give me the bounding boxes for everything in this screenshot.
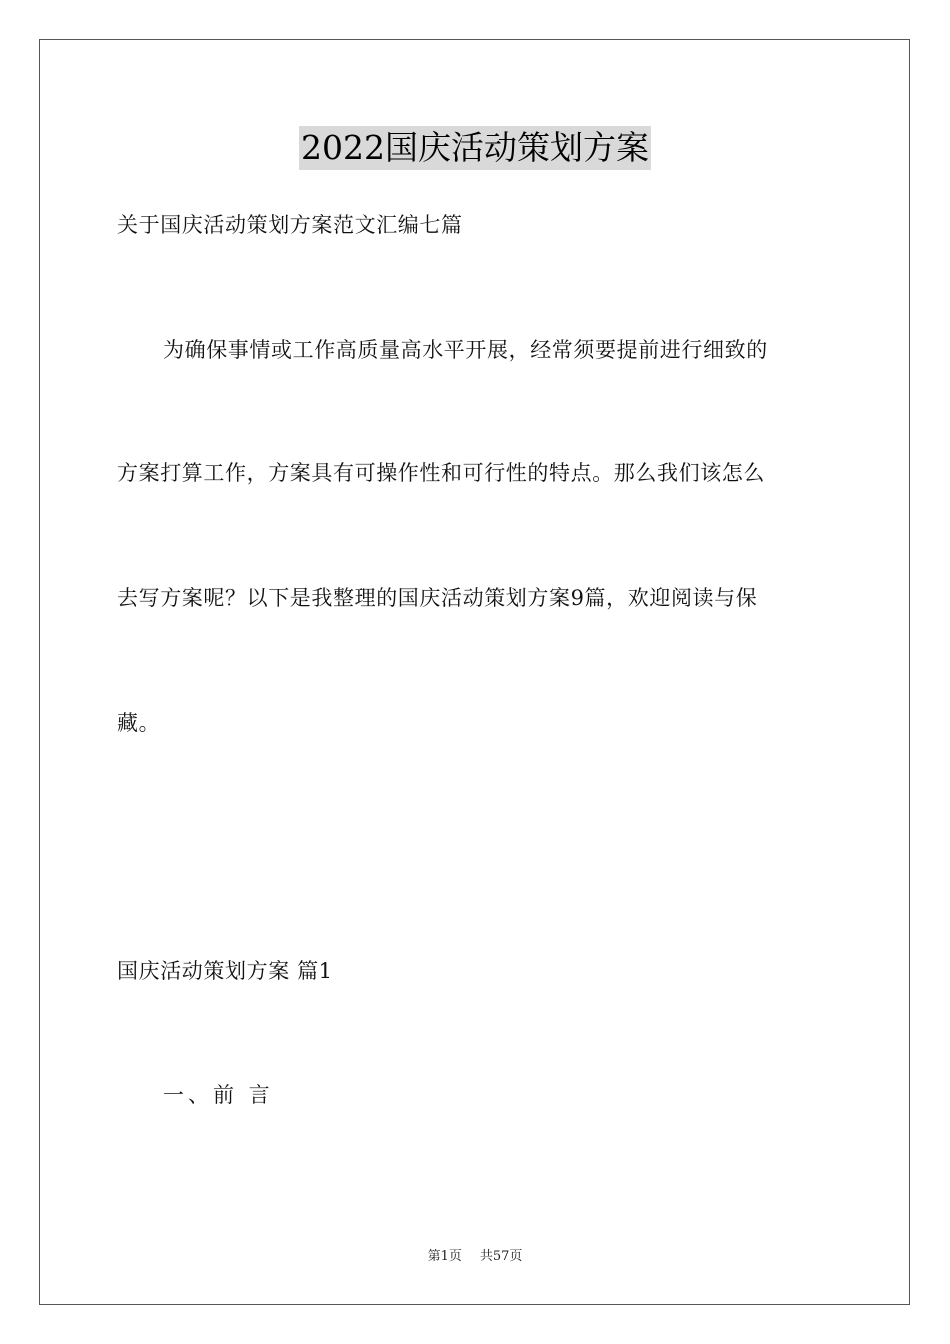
- intro-paragraph-line-3: 去写方案呢？以下是我整理的国庆活动策划方案9篇，欢迎阅读与保: [117, 586, 758, 610]
- page-total: 共57页: [479, 1249, 523, 1264]
- document-title: 2022国庆活动策划方案: [299, 126, 651, 170]
- intro-paragraph-line-2: 方案打算工作，方案具有可操作性和可行性的特点。那么我们该怎么: [117, 461, 765, 485]
- intro-paragraph-line-1: 为确保事情或工作高质量高水平开展，经常须要提前进行细致的: [163, 338, 768, 362]
- sub-heading: 一、前 言: [163, 1083, 274, 1107]
- page-number: 第1页: [427, 1249, 462, 1264]
- title-container: [0, 126, 950, 170]
- intro-paragraph-line-4: 藏。: [117, 711, 161, 735]
- page-footer: [0, 1248, 950, 1266]
- section-heading: 国庆活动策划方案 篇1: [117, 959, 333, 983]
- document-subtitle: 关于国庆活动策划方案范文汇编七篇: [117, 213, 463, 237]
